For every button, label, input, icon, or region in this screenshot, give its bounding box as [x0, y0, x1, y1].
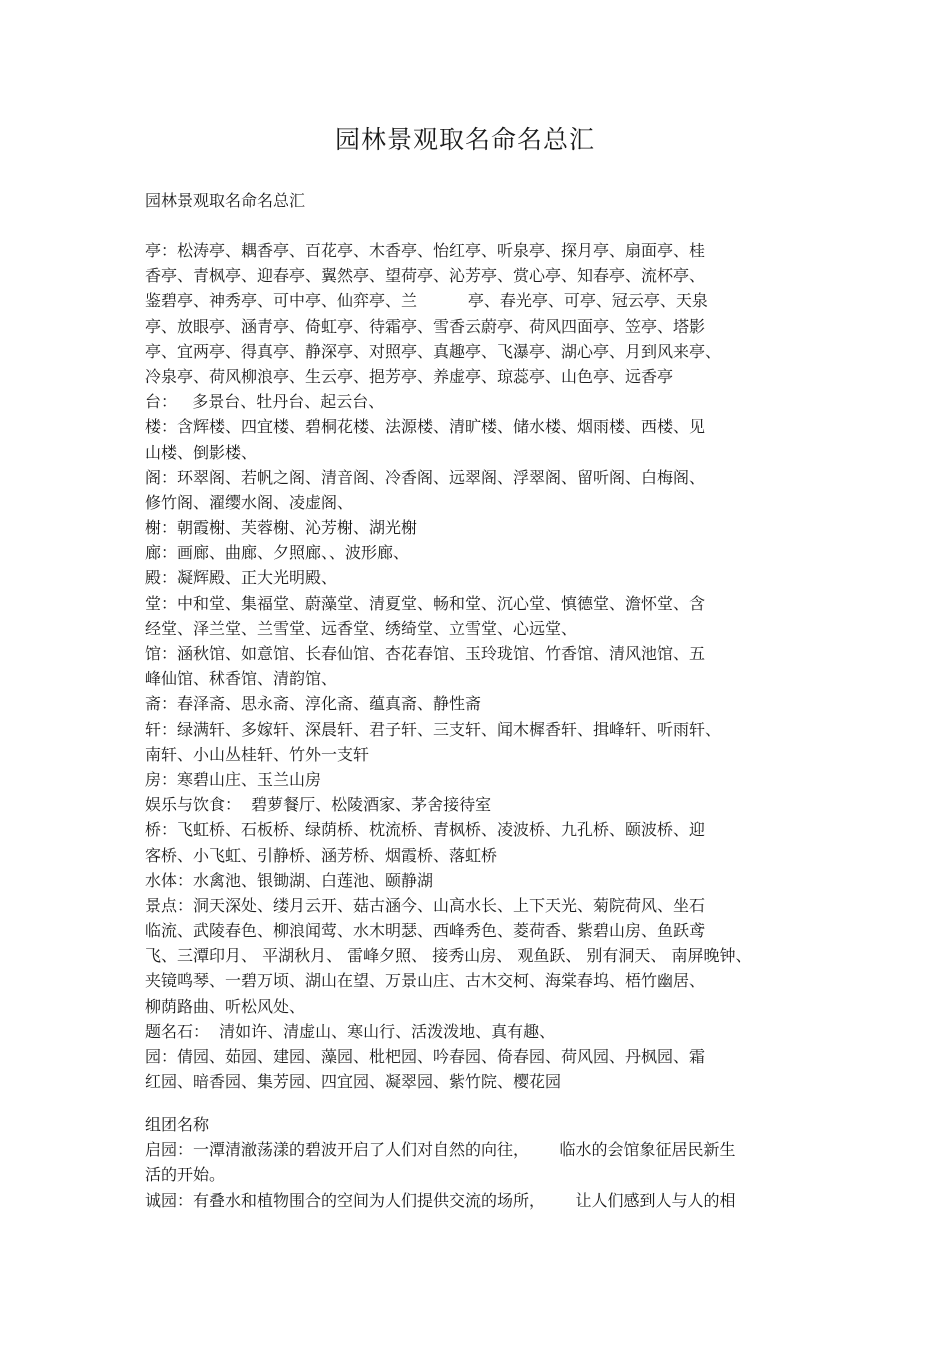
text-line: 南轩、小山丛桂轩、竹外一支轩 [145, 744, 370, 764]
text-line: 柳荫路曲、听松风处、 [145, 996, 306, 1016]
text-line: 台： 多景台、牡丹台、起云台、 [145, 392, 385, 412]
text-line: 榭：朝霞榭、芙蓉榭、沁芳榭、湖光榭 [145, 518, 418, 538]
text-line: 香亭、青枫亭、迎春亭、翼然亭、望荷亭、沁芳亭、赏心亭、知春亭、流杯亭、 [145, 266, 706, 286]
text-line: 房：寒碧山庄、玉兰山房 [145, 769, 322, 789]
text-line: 夹镜鸣琴、一碧万顷、湖山在望、万景山庄、古木交柯、海棠春坞、梧竹幽居、 [145, 971, 706, 991]
text-line: 客桥、小飞虹、引静桥、涵芳桥、烟霞桥、落虹桥 [145, 845, 498, 865]
text-line: 斋：春泽斋、思永斋、淳化斋、蕴真斋、静性斋 [145, 694, 482, 714]
text-line: 亭、放眼亭、涵青亭、倚虹亭、待霜亭、雪香云蔚亭、荷风四面亭、笠亭、塔影 [145, 316, 706, 336]
text-line: 红园、暗香园、集芳园、四宜园、凝翠园、紫竹院、樱花园 [145, 1072, 562, 1092]
text-line: 廊：画廊、曲廊、夕照廊、、波形廊、 [145, 543, 410, 563]
text-line: 园：倩园、茹园、建园、藻园、枇杷园、吟春园、倚春园、荷风园、丹枫园、霜 [145, 1047, 706, 1066]
text-line: 峰仙馆、秫香馆、清韵馆、 [145, 669, 338, 689]
name-list-body [145, 238, 810, 1094]
text-line: 堂：中和堂、集福堂、蔚藻堂、清夏堂、畅和堂、沉心堂、慎德堂、澹怀堂、含 [145, 593, 706, 613]
text-line: 殿：凝辉殿、正大光明殿、 [145, 568, 338, 588]
text-line: 楼：含辉楼、四宜楼、碧桐花楼、法源楼、清旷楼、储水楼、烟雨楼、西楼、见 [145, 417, 706, 437]
text-line: 飞、三潭印月、 平湖秋月、 雷峰夕照、 接秀山房、 观鱼跃、 别有洞天、 南屏晚钟、 [145, 946, 752, 966]
section-heading: 组团名称 [145, 1115, 210, 1134]
text-line: 经堂、泽兰堂、兰雪堂、远香堂、绣绮堂、立雪堂、心远堂、 [145, 618, 578, 638]
text-line: 桥：飞虹桥、石板桥、绿荫桥、枕流桥、青枫桥、凌波桥、九孔桥、颐波桥、迎 [145, 820, 706, 840]
page-title: 园林景观取名命名总汇 [334, 125, 595, 154]
text-line: 亭、宜两亭、得真亭、静深亭、对照亭、真趣亭、飞瀑亭、湖心亭、月到风来亭、 [145, 341, 722, 361]
text-line: 冷泉亭、荷风柳浪亭、生云亭、挹芳亭、养虚亭、琼蕊亭、山色亭、远香亭 [145, 366, 674, 386]
text-line: 题名石： 清如许、清虚山、寒山行、活泼泼地、真有趣、 [145, 1021, 556, 1041]
text-line: 活的开始。 [145, 1165, 226, 1185]
text-line: 鉴碧亭、神秀亭、可中亭、仙弈亭、兰 亭、春光亭、可亭、冠云亭、天泉 [145, 291, 708, 311]
group-names-section [145, 1112, 810, 1213]
text-line: 山楼、倒影楼、 [145, 442, 258, 462]
document-subtitle: 园林景观取名命名总汇 [145, 191, 306, 210]
text-line: 轩：绿满轩、多嫁轩、深晨轩、君子轩、三支轩、闻木樨香轩、揖峰轩、听雨轩、 [145, 719, 722, 739]
text-line: 启园：一潭清澈荡漾的碧波开启了人们对自然的向往， 临水的会馆象征居民新生 [145, 1140, 736, 1160]
text-line: 诚园：有叠水和植物围合的空间为人们提供交流的场所， 让人们感到人与人的相 [145, 1190, 736, 1210]
text-line: 阁：环翠阁、若帆之阁、清音阁、冷香阁、远翠阁、浮翠阁、留听阁、白梅阁、 [145, 467, 706, 487]
text-line: 景点：洞天深处、缕月云开、菇古涵今、山高水长、上下天光、菊院荷风、坐石 [145, 895, 706, 915]
text-line: 娱乐与饮食： 碧萝餐厅、松陵酒家、茅舍接待室 [145, 795, 492, 815]
text-line: 临流、武陵春色、柳浪闻莺、水木明瑟、西峰秀色、菱荷香、紫碧山房、鱼跃鸢 [145, 921, 706, 941]
text-line: 亭：松涛亭、耦香亭、百花亭、木香亭、怡红亭、听泉亭、探月亭、扇面亭、桂 [145, 241, 706, 260]
text-line: 水体：水禽池、银锄湖、白莲池、颐静湖 [145, 870, 434, 890]
text-line: 修竹阁、濯缨水阁、凌虚阁、 [145, 492, 354, 512]
text-line: 馆：涵秋馆、如意馆、长春仙馆、杏花春馆、玉玲珑馆、竹香馆、清风池馆、五 [145, 644, 706, 663]
